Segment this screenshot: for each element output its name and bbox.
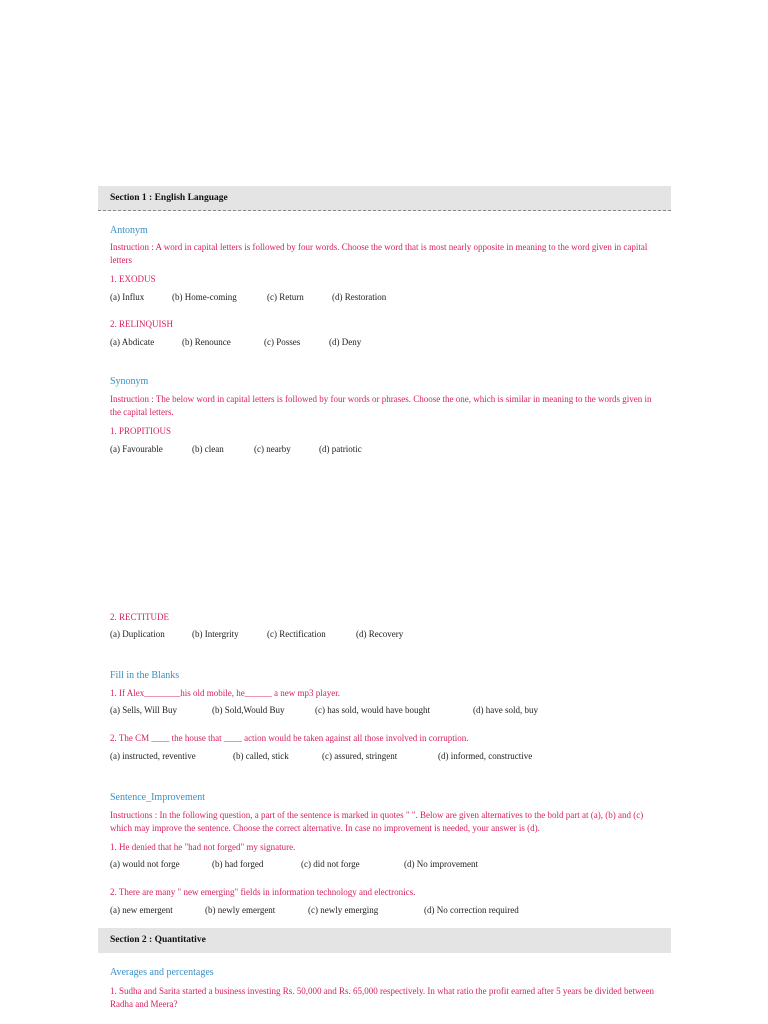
option-a: (a) Sells, Will Buy (110, 705, 177, 715)
option-a: (a) Influx (110, 292, 145, 302)
fill-blanks-q2-label: 2. The CM ____ the house that ____ action would be taken against all those involved in corruption. (110, 733, 469, 743)
antonym-instruction: Instruction : A word in capital letters is followed by four words. Choose the word that is most nearly opposite in meaning to the word given in capital letters (110, 242, 648, 265)
synonym-q2-label: 2. RECTITUDE (110, 612, 169, 622)
option-a: (a) Duplication (110, 629, 165, 639)
option-a: (a) Favourable (110, 444, 163, 454)
option-d: (d) No improvement (404, 859, 478, 869)
averages-q1-label: 1. Sudha and Sarita started a business investing Rs. 50,000 and Rs. 65,000 respectively. In what ratio the profit earned after 5 years be divided between Radha and Meera? (110, 986, 655, 1009)
option-d: (d) Recovery (356, 629, 404, 639)
fill-blanks-heading: Fill in the Blanks (110, 670, 180, 681)
option-c: (c) Rectification (267, 629, 326, 639)
averages-heading: Averages and percentages (110, 967, 214, 978)
option-b: (b) newly emergent (205, 905, 276, 915)
sentence-improvement-q1-label: 1. He denied that he "had not forged" my signature. (110, 842, 296, 852)
option-a: (a) would not forge (110, 859, 180, 869)
option-c: (c) Return (267, 292, 304, 302)
section-2-title: Section 2 : Quantitative (110, 935, 206, 945)
synonym-q1-label: 1. PROPITIOUS (110, 426, 172, 436)
option-c: (c) Posses (264, 337, 301, 347)
option-d: (d) Deny (329, 337, 362, 347)
option-a: (a) Abdicate (110, 337, 155, 347)
option-b: (b) had forged (212, 859, 264, 869)
option-b: (b) Renounce (182, 337, 231, 347)
synonym-instruction: Instruction : The below word in capital letters is followed by four words or phrases. Choose the one, which is similar in meaning to the words given in the capital letters. (110, 394, 652, 417)
option-c: (c) assured, stringent (322, 751, 398, 761)
option-c: (c) newly emerging (308, 905, 379, 915)
option-b: (b) called, stick (233, 751, 289, 761)
fill-blanks-q1-label: 1. If Alex________his old mobile, he______ a new mp3 player. (110, 688, 340, 698)
antonym-heading: Antonym (110, 225, 148, 236)
option-d: (d) informed, constructive (438, 751, 533, 761)
option-d: (d) No correction required (424, 905, 519, 915)
option-b: (b) clean (192, 444, 224, 454)
section-1-title: Section 1 : English Language (110, 193, 228, 203)
synonym-heading: Synonym (110, 376, 149, 387)
option-a: (a) instructed, reventive (110, 751, 196, 761)
antonym-q1-label: 1. EXODUS (110, 274, 156, 284)
sentence-improvement-instruction: Instructions : In the following question, a part of the sentence is marked in quotes " ". Below are given alternatives to the bold part at (a), (b) and (c) which may improve the sentence. Choose the correct alternative. In case no improvement is needed, your answer is (d). (110, 810, 644, 833)
sentence-improvement-q2-label: 2. There are many " new emerging" fields in information technology and electronics. (110, 887, 416, 897)
option-d: (d) Restoration (332, 292, 387, 302)
option-a: (a) new emergent (110, 905, 173, 915)
option-d: (d) have sold, buy (473, 705, 538, 715)
sentence-improvement-heading: Sentence_Improvement (110, 792, 205, 803)
section-1-header (98, 186, 671, 211)
antonym-q2-label: 2. RELINQUISH (110, 319, 173, 329)
option-c: (c) has sold, would have bought (315, 705, 430, 715)
option-d: (d) patriotic (319, 444, 362, 454)
option-b: (b) Intergrity (192, 629, 239, 639)
option-c: (c) nearby (254, 444, 291, 454)
option-b: (b) Sold,Would Buy (212, 705, 285, 715)
option-c: (c) did not forge (301, 859, 360, 869)
option-b: (b) Home-coming (172, 292, 237, 302)
section-2-header (98, 928, 671, 953)
